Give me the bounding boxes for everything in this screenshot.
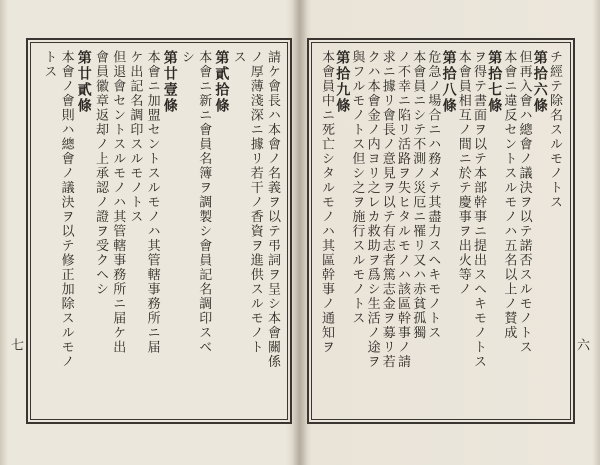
text-column: 本會ニ新ニ會員名簿ヲ調製シ會員記名調印スベ (196, 50, 212, 355)
text-column: 本會員ニシテ不測ノ災厄ニ罹リ又ハ赤貧孤獨 (410, 50, 426, 340)
text-column: ノ厚薄淺深ニ據リ若干ノ香資ヲ進供スルモノト (247, 50, 263, 355)
text-column: 本會ノ會則ハ總會ノ議決ヲ以テ修正加除スルモノ (58, 50, 74, 369)
text-column: クハ本會金ノ内ヨリ之レカ救助ヲ爲シ生活ノ途ヲ (364, 50, 380, 369)
article-heading: 第拾七條 (486, 50, 503, 114)
text-column: 本會ニ加盟セントスルモノハ其管轄事務所ニ届 (144, 50, 160, 355)
text-column: 但再入會ハ總會ノ議決ヲ以テ諾否スルモノトス (516, 50, 532, 355)
text-column: ス (230, 50, 246, 65)
right-page-number: 六 (574, 338, 589, 351)
text-column: 與フルモノトス但シ之ヲ施行スルモノトス (349, 50, 365, 326)
text-column: 會員徽章返却ノ上承認ノ證ヲ受クヘシ (93, 50, 108, 297)
article-heading: 第廿壹條 (161, 50, 178, 114)
left-page-number: 七 (8, 338, 23, 351)
text-column: ノ不幸ニ陷リ活路ヲ失ヒタルモノハ該區幹事ノ請 (395, 50, 410, 369)
text-column: 危急ノ場合ニハ務メテ其盡力スヘキモノトス (425, 50, 441, 340)
article-heading: 第拾六條 (531, 50, 548, 114)
text-column: 本會ニ違反セントスルモノハ五名以上ノ賛成 (501, 50, 517, 340)
article-heading: 第拾八條 (440, 50, 457, 114)
text-column: ケ出記名調印スルモノトス (127, 50, 143, 224)
gutter-shadow (286, 0, 312, 465)
text-column: トス (41, 50, 57, 79)
article-heading: 第拾九條 (334, 50, 351, 114)
text-column: ヲ得テ書面ヲ以テ本部幹事ニ提出スヘキモノトス (471, 50, 486, 369)
article-heading: 第貳拾條 (213, 50, 230, 114)
text-column: 但退會セントスルモノハ其管轄事務所ニ届ケ出 (110, 50, 126, 355)
text-column: 求ニ據リ會長ノ意見ヲ以テ有志者篤志金ヲ募リ若 (379, 50, 395, 369)
text-column: 本會員相互ノ間ニ於テ慶事ヲ出火等ノ (455, 50, 471, 297)
text-column: 本會員中ニ死亡シタルモノハ其區幹事ノ通知ヲ (319, 50, 334, 355)
text-column: シ (179, 50, 194, 65)
text-column: 請ケ會長ハ本會ノ名義ヲ以テ弔詞ヲ呈シ本會關係 (265, 50, 280, 369)
text-column: チ經テ除名スルモノトス (547, 50, 562, 210)
article-heading: 第廿貳條 (75, 50, 92, 114)
